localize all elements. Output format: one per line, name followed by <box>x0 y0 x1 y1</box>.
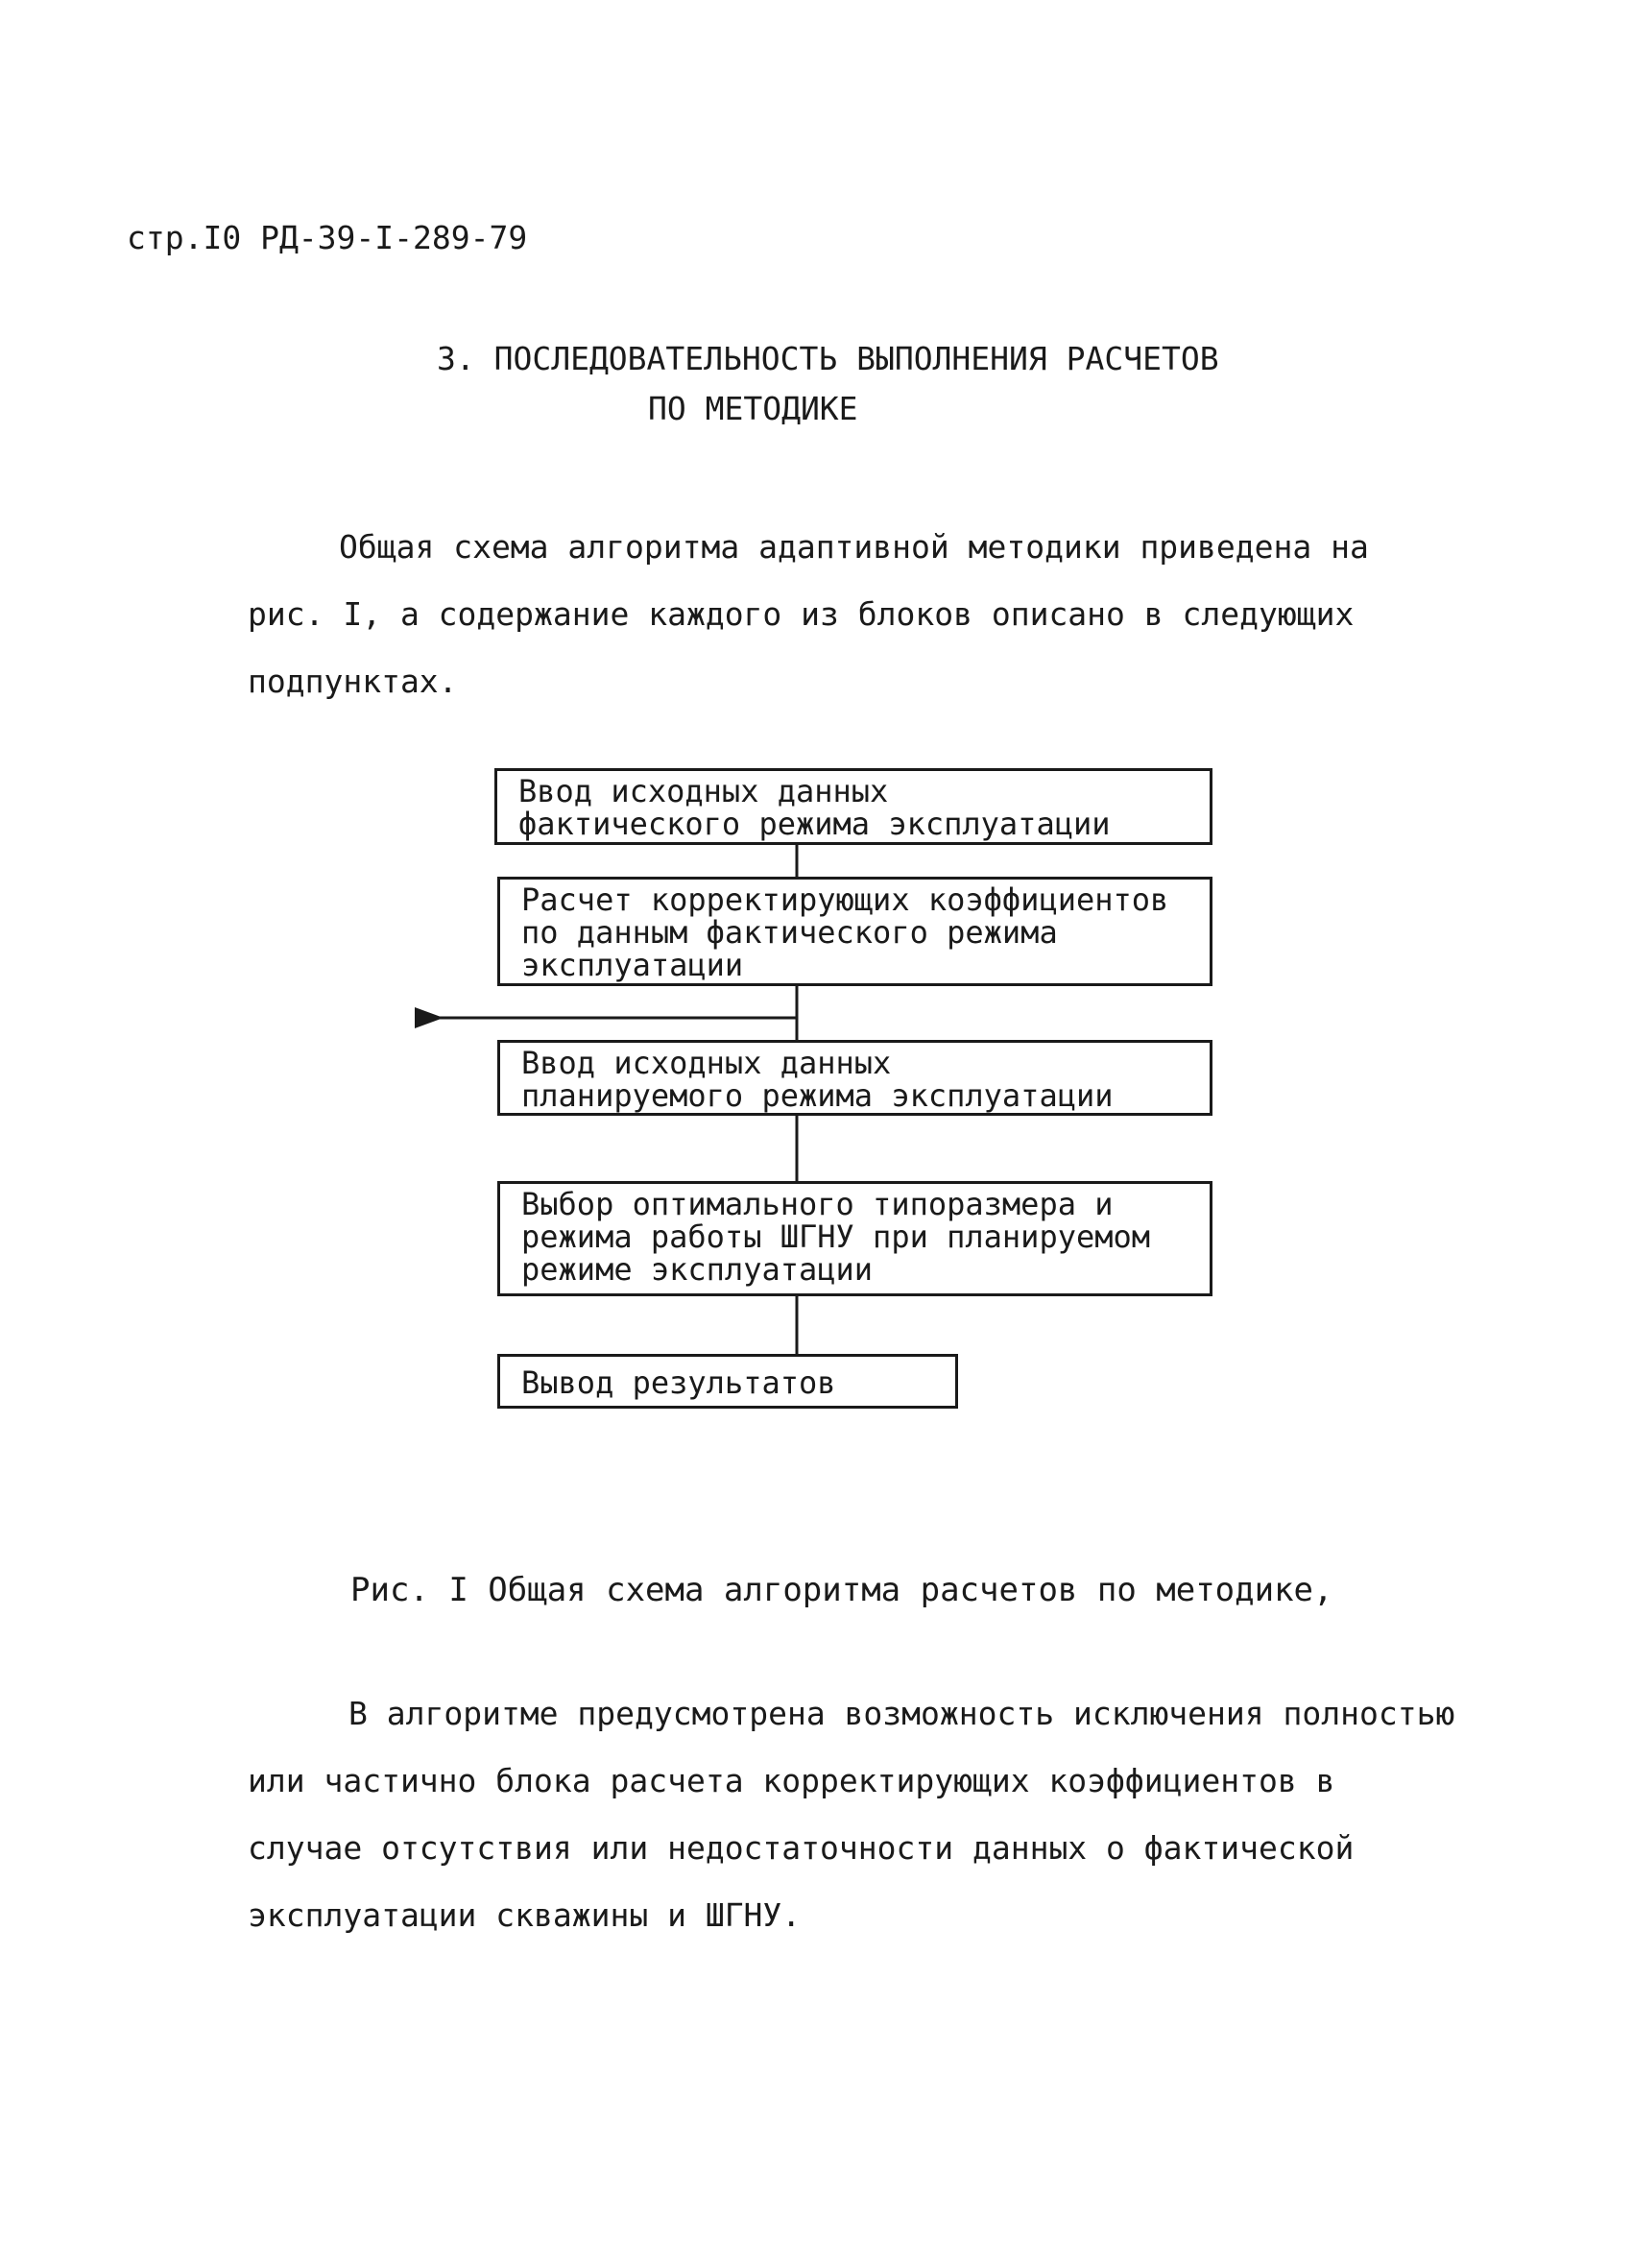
block3-line2: планируемого режима эксплуатации <box>521 1077 1114 1114</box>
block1-line1: Ввод исходных данных <box>518 773 889 809</box>
intro-line2: рис. I, а содержание каждого из блоков описано в следующих <box>248 595 1355 633</box>
flowchart-block-input-actual <box>494 768 1212 845</box>
block2-line1: Расчет корректирующих коэффициентов <box>521 881 1169 918</box>
figure-caption: Рис. I Общая схема алгоритма расчетов по методике, <box>350 1571 1333 1609</box>
block4-line2: режима работы ШГНУ при планируемом <box>521 1218 1151 1255</box>
block2-line3: эксплуатации <box>521 947 744 983</box>
closing-line3: случае отсутствия или недостаточности данных о фактической <box>248 1829 1355 1867</box>
intro-line3: подпунктах. <box>248 663 458 700</box>
feedback-arrow-icon <box>415 1007 444 1028</box>
block5-line1: Вывод результатов <box>521 1364 836 1401</box>
closing-line2: или частично блока расчета корректирующих коэффициентов в <box>248 1762 1335 1799</box>
block3-line1: Ввод исходных данных <box>521 1045 892 1081</box>
block1-line2: фактического режима эксплуатации <box>518 806 1111 842</box>
block4-line3: режиме эксплуатации <box>521 1251 874 1288</box>
closing-paragraph <box>248 1680 1454 1949</box>
flowchart-block-selection <box>497 1181 1212 1296</box>
section-title-line1: 3. ПОСЛЕДОВАТЕЛЬНОСТЬ ВЫПОЛНЕНИЯ РАСЧЕТОВ <box>437 340 1219 377</box>
flowchart-block-input-planned <box>497 1040 1212 1116</box>
intro-line1: Общая схема алгоритма адаптивной методики приведена на <box>339 528 1369 566</box>
block4-line1: Выбор оптимального типоразмера и <box>521 1186 1114 1222</box>
section-title-line2: ПО МЕТОДИКЕ <box>648 390 858 427</box>
page-header: стр.I0 РД-39-I-289-79 <box>127 219 528 256</box>
closing-line1: В алгоритме предусмотрена возможность исключения полностью <box>348 1695 1455 1732</box>
closing-line4: эксплуатации скважины и ШГНУ. <box>248 1896 802 1934</box>
flowchart-block-coefficients <box>497 877 1212 986</box>
flowchart-block-output <box>497 1354 958 1409</box>
block2-line2: по данным фактического режима <box>521 914 1058 951</box>
